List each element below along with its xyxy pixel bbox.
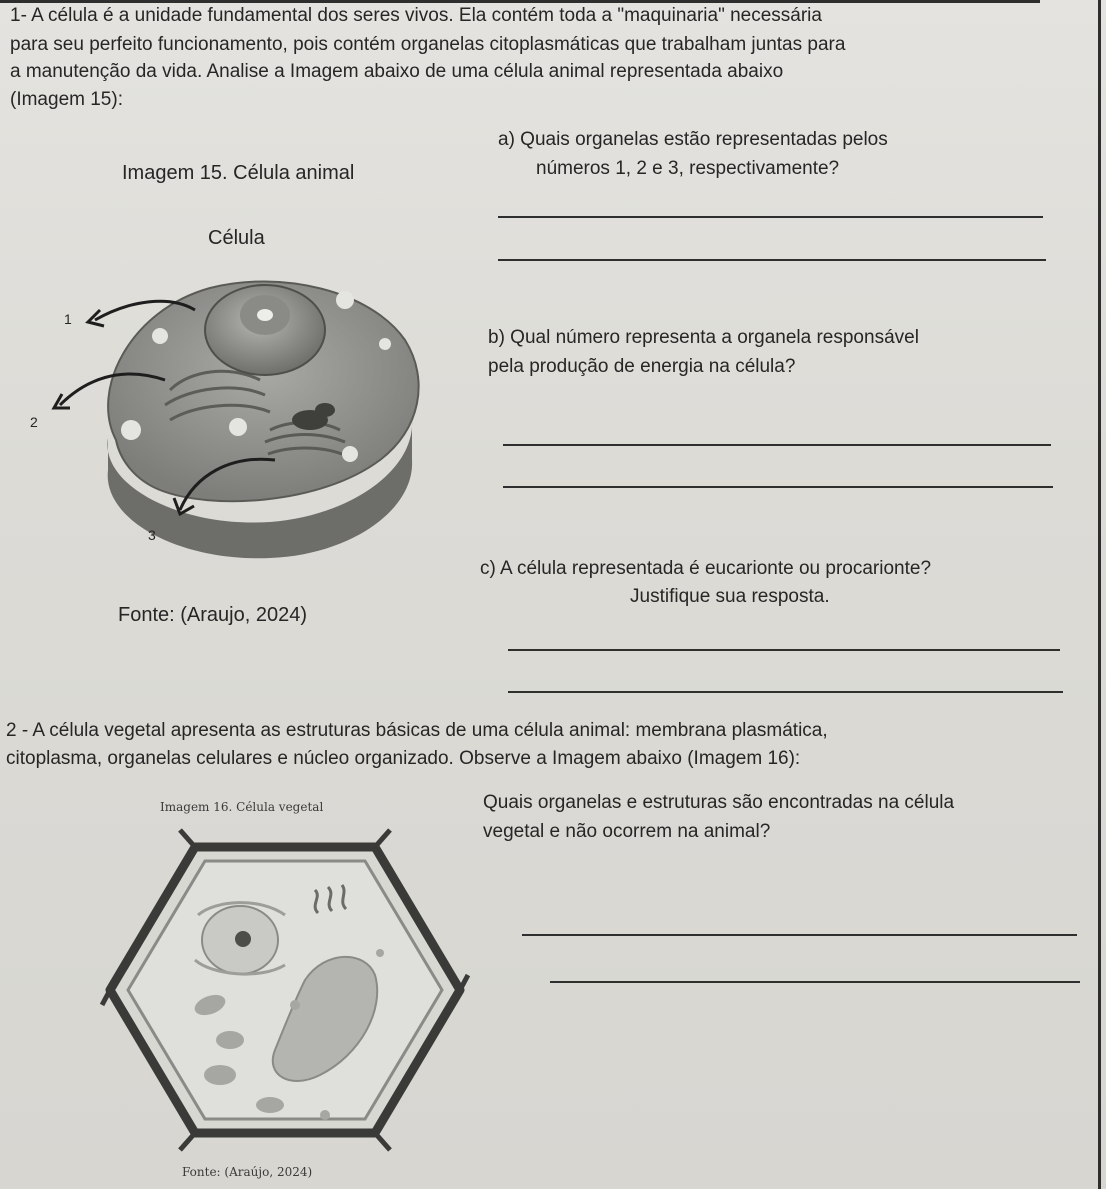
q1-intro-line-3: a manutenção da vida. Analise a Imagem abaixo de uma célula animal representada abaixo xyxy=(10,61,784,82)
figure-15-subtitle: Célula xyxy=(208,227,265,249)
answer-line-b1[interactable] xyxy=(503,444,1051,446)
answer-line-q2-1[interactable] xyxy=(522,934,1077,936)
plant-cell-illustration xyxy=(100,825,470,1155)
answer-line-b2[interactable] xyxy=(503,486,1053,488)
q2-intro-line-1: 2 - A célula vegetal apresenta as estruturas básicas de uma célula animal: membrana plasmática, xyxy=(6,720,828,741)
figure-15-title: Imagem 15. Célula animal xyxy=(122,162,355,184)
answer-line-q2-2[interactable] xyxy=(550,981,1080,983)
q2-intro-line-2: citoplasma, organelas celulares e núcleo organizado. Observe a Imagem abaixo (Imagem 16): xyxy=(6,748,801,769)
answer-line-c2[interactable] xyxy=(508,691,1063,693)
top-border xyxy=(0,0,1040,3)
label-1: 1 xyxy=(64,311,72,327)
label-3: 3 xyxy=(148,527,156,543)
q1-intro-line-4: (Imagem 15): xyxy=(10,89,123,110)
q2-question-line-1: Quais organelas e estruturas são encontradas na célula xyxy=(483,792,955,813)
figure-16-title: Imagem 16. Célula vegetal xyxy=(160,800,324,814)
label-2: 2 xyxy=(30,414,38,430)
right-border xyxy=(1098,0,1101,1189)
answer-line-a1[interactable] xyxy=(498,216,1043,218)
answer-line-c1[interactable] xyxy=(508,649,1060,651)
figure-16-source: Fonte: (Araújo, 2024) xyxy=(182,1165,313,1179)
q1b-line-1: b) Qual número representa a organela responsável xyxy=(488,327,919,348)
answer-line-a2[interactable] xyxy=(498,259,1046,261)
animal-cell-illustration xyxy=(20,270,440,560)
q1a-line-1: a) Quais organelas estão representadas pelos xyxy=(498,129,888,150)
q2-question-line-2: vegetal e não ocorrem na animal? xyxy=(483,821,771,842)
q1c-line-2: Justifique sua resposta. xyxy=(630,586,830,607)
q1-intro-line-1: 1- A célula é a unidade fundamental dos seres vivos. Ela contém toda a "maquinaria" necessária xyxy=(10,5,822,26)
q1b-line-2: pela produção de energia na célula? xyxy=(488,356,796,377)
q1-intro-line-2: para seu perfeito funcionamento, pois contém organelas citoplasmáticas que trabalham juntas para xyxy=(10,34,846,55)
figure-15-source: Fonte: (Araujo, 2024) xyxy=(118,604,307,626)
q1a-line-2: números 1, 2 e 3, respectivamente? xyxy=(536,158,840,179)
q1c-line-1: c) A célula representada é eucarionte ou procarionte? xyxy=(480,558,932,579)
